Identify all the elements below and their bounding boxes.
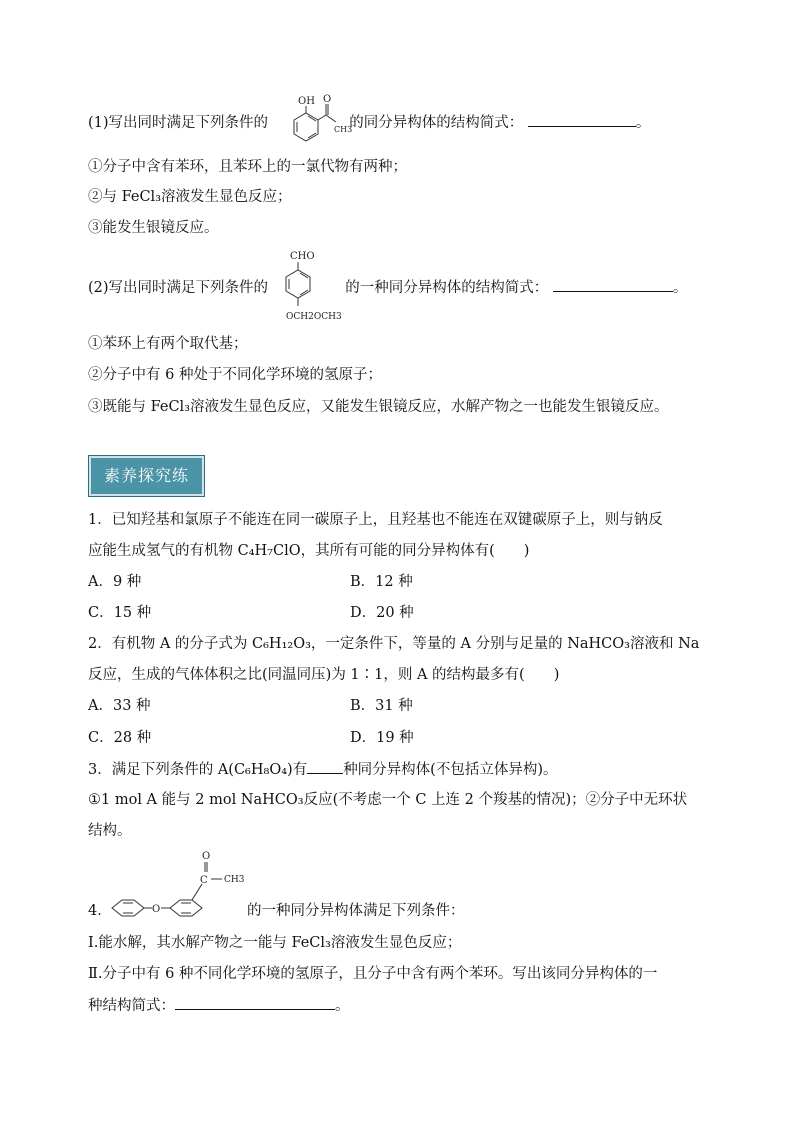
p4-cond-2: Ⅱ.分子中有 6 种不同化学环境的氢原子，且分子中含有两个苯环。写出该同分异构体的一 xyxy=(88,966,658,982)
q1-oh-label: OH xyxy=(298,96,315,107)
p4-answer-blank[interactable] xyxy=(175,995,335,1010)
p1-line-2: 应能生成氢气的有机物 C₄H₇ClO，其所有可能的同分异构体有( ) xyxy=(88,543,530,559)
p4-ch3-label: CH3 xyxy=(224,875,245,885)
q2-cond-1: ①苯环上有两个取代基； xyxy=(88,336,248,352)
p4-carbon-label: C xyxy=(200,875,208,886)
q1-molecule-2-hydroxyacetophenone xyxy=(280,92,360,152)
p2-option-b[interactable]: B．31 种 xyxy=(350,698,413,714)
p1-option-a[interactable]: A．9 种 xyxy=(88,574,142,590)
q1-stem: (1)写出同时满足下列条件的 的同分异构体的结构简式： 。 xyxy=(88,112,650,133)
q1-cond-2: ②与 FeCl₃溶液发生显色反应； xyxy=(88,189,292,205)
q1-ch3-label: CH3 xyxy=(334,125,353,134)
p3-line-3: 结构。 xyxy=(88,823,132,839)
q2-text-after: 的一种同分异构体的结构简式： xyxy=(345,280,549,296)
p1-option-d[interactable]: D．20 种 xyxy=(350,605,414,621)
p4-cond-3: 种结构简式： 。 xyxy=(88,995,350,1016)
section-badge xyxy=(88,455,205,497)
q2-cond-2: ②分子中有 6 种处于不同化学环境的氢原子； xyxy=(88,367,382,383)
q1-text-before: (1)写出同时满足下列条件的 xyxy=(88,115,269,131)
q1-cond-1: ①分子中含有苯环，且苯环上的一氯代物有两种； xyxy=(88,159,407,175)
section-title: 素养探究练 xyxy=(103,466,189,485)
p1-option-b[interactable]: B．12 种 xyxy=(350,574,413,590)
p4-top-oxygen-label: O xyxy=(202,851,211,862)
p4-text-after: 的一种同分异构体满足下列条件： xyxy=(246,903,465,919)
q2-cho-label: CHO xyxy=(290,251,315,262)
p3-line-1: 3．满足下列条件的 A(C₆H₈O₄)有 种同分异构体(不包括立体异构)。 xyxy=(88,759,558,780)
p2-option-a[interactable]: A．33 种 xyxy=(88,698,151,714)
p4-stem xyxy=(88,901,464,921)
q2-answer-blank[interactable] xyxy=(553,277,673,292)
p4-number: 4． xyxy=(88,903,112,919)
p2-line-1: 2．有机物 A 的分子式为 C₆H₁₂O₃，一定条件下，等量的 A 分别与足量的 NaHCO₃溶液和 Na xyxy=(88,636,700,652)
p3-answer-blank[interactable] xyxy=(307,759,343,774)
q2-molecule-benzaldehyde xyxy=(280,248,360,324)
p2-option-c[interactable]: C．28 种 xyxy=(88,730,152,746)
q2-stem: (2)写出同时满足下列条件的 的一种同分异构体的结构简式： 。 xyxy=(88,277,687,298)
p1-line-1: 1．已知羟基和氯原子不能连在同一碳原子上，且羟基也不能连在双键碳原子上，则与钠反 xyxy=(88,512,663,528)
p4-bridge-oxygen-label: O xyxy=(152,904,161,915)
q1-cond-3: ③能发生银镜反应。 xyxy=(88,220,219,236)
p2-option-d[interactable]: D．19 种 xyxy=(350,730,414,746)
p2-line-2: 反应，生成的气体体积之比(同温同压)为 1∶1，则 A 的结构最多有( ) xyxy=(88,667,560,683)
q1-answer-blank[interactable] xyxy=(528,112,636,127)
q1-benzene-ring xyxy=(294,113,318,141)
p3-line-2: ①1 mol A 能与 2 mol NaHCO₃反应(不考虑一个 C 上连 2 个羧基的情况)；②分子中无环状 xyxy=(88,792,688,808)
q2-benzene-ring xyxy=(286,270,310,298)
q2-cond-3: ③既能与 FeCl₃溶液发生显色反应，又能发生银镜反应，水解产物之一也能发生银镜反应。 xyxy=(88,399,669,415)
p4-cond-1: Ⅰ.能水解，其水解产物之一能与 FeCl₃溶液发生显色反应； xyxy=(88,935,462,951)
q2-substituent-label: OCH2OCH3 xyxy=(286,312,342,322)
p1-option-c[interactable]: C．15 种 xyxy=(88,605,152,621)
q2-text-before: (2)写出同时满足下列条件的 xyxy=(88,280,269,296)
q1-text-after: 的同分异构体的结构简式： xyxy=(349,115,524,131)
q1-o-label: O xyxy=(323,94,332,105)
